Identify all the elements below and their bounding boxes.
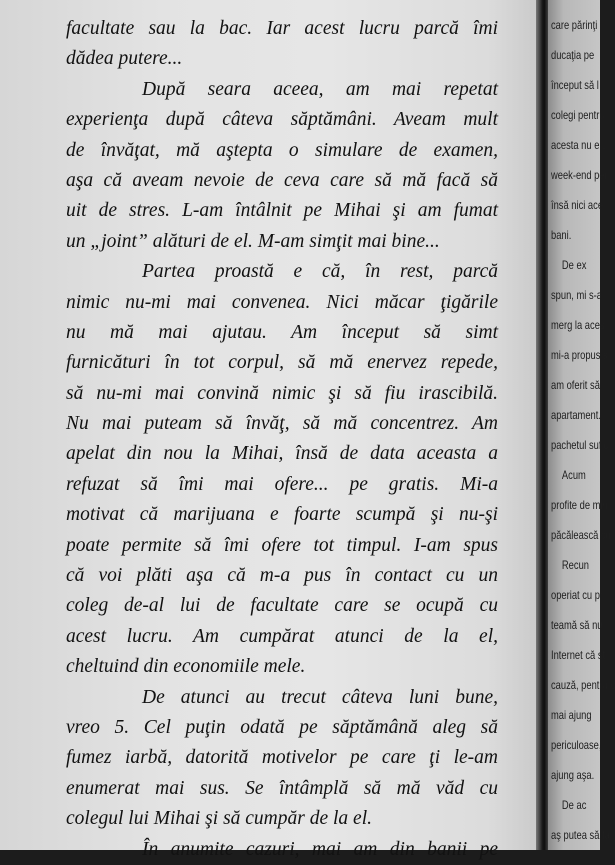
- text-line: să nu-mi mai convină nimic şi să fiu irascibilă.: [66, 382, 498, 404]
- text-line: De atunci au trecut câteva luni bune,: [142, 686, 498, 708]
- text-line: După seara aceea, am mai repetat: [142, 78, 498, 100]
- side-text-line: De ex: [561, 258, 587, 272]
- text-line: aşa că aveam nevoie de ceva care să mă facă să: [66, 169, 498, 191]
- side-page-text: [551, 10, 613, 850]
- side-text-line: am oferit să: [551, 378, 600, 392]
- side-text-line: teamă să nu: [551, 618, 603, 632]
- side-text-line: Recun: [561, 558, 589, 572]
- side-text-line: păcălească cu: [551, 528, 611, 542]
- text-line: experienţa după câteva săptămâni. Aveam mult: [66, 109, 498, 131]
- side-text-line: periculoase,: [551, 738, 602, 752]
- text-line: dădea putere...: [66, 48, 183, 70]
- text-line: nimic nu-mi mai convenea. Nici măcar ţigările: [66, 291, 498, 313]
- page-text: [66, 14, 498, 865]
- side-text-line: week-end per: [551, 168, 608, 182]
- text-line: În anumite cazuri, mai am din banii pe: [142, 838, 498, 860]
- text-line: că voi plăti aşa că m-a pus în contact cu un: [66, 565, 498, 587]
- text-line: Nu mai puteam să învăţ, să mă concentrez. Am: [66, 413, 498, 435]
- text-line: refuzat să îmi mai ofere... pe gratis. Mi-a: [66, 473, 498, 495]
- side-text-line: colegi pentru: [551, 108, 605, 122]
- side-text-line: acesta nu e u: [551, 138, 608, 152]
- text-line: fumez iarbă, datorită motivelor pe care ţi le-am: [66, 747, 498, 769]
- text-line: de învăţat, mă aştepta o simulare de examen,: [66, 139, 498, 161]
- text-line: facultate sau la bac. Iar acest lucru parcă îmi: [66, 18, 498, 39]
- side-text-line: Internet că st: [551, 648, 606, 662]
- side-text-line: mai ajung: [551, 708, 592, 722]
- side-text-line: care părinţi: [551, 18, 598, 32]
- side-text-line: operiat cu pr: [551, 588, 604, 602]
- text-line: poate permite să îmi ofere tot timpul. I-am spus: [66, 534, 498, 556]
- side-text-line: început să l: [551, 78, 599, 92]
- text-line: Partea proastă e că, în rest, parcă: [142, 261, 498, 283]
- side-text-line: De ac: [561, 798, 587, 812]
- side-text-line: apartament.: [551, 408, 601, 422]
- text-line: colegul lui Mihai şi să cumpăr de la el.: [66, 808, 373, 830]
- side-text-line: spun, mi s-a: [551, 288, 602, 302]
- text-line: uit de stres. L-am întâlnit pe Mihai şi am fumat: [66, 200, 498, 222]
- side-text-line: aş putea să fa: [551, 828, 610, 842]
- side-text-line: cauză, pentru c: [551, 678, 615, 692]
- text-line: apelat din nou la Mihai, însă de data aceasta a: [66, 443, 498, 465]
- book-page-right: [548, 0, 615, 850]
- text-line: motivat că marijuana e foarte scumpă şi nu-şi: [66, 504, 498, 526]
- text-line: nu mă mai ajutau. Am început să simt: [66, 321, 498, 343]
- side-text-line: ducaţia pe: [551, 48, 595, 62]
- side-text-line: mi-a propus s: [551, 348, 608, 362]
- text-line: furnicături în tot corpul, să mă enervez repede,: [66, 352, 498, 374]
- side-text-line: bani.: [551, 228, 572, 242]
- text-line: vreo 5. Cel puţin odată pe săptămână aleg să: [66, 716, 498, 738]
- side-text-line: ajung aşa.: [551, 768, 595, 782]
- text-line: coleg de-al lui de facultate care se ocupă cu: [66, 595, 498, 617]
- text-line: enumerat mai sus. Se întâmplă să mă văd cu: [66, 777, 498, 799]
- side-text-line: profite de min: [551, 498, 608, 512]
- text-line: un „joint” alături de el. M-am simţit mai bine...: [66, 230, 440, 252]
- text-line: cheltuind din economiile mele.: [66, 656, 306, 678]
- side-text-line: merg la aces: [551, 318, 605, 332]
- text-line: acest lucru. Am cumpărat atunci de la el,: [66, 625, 498, 647]
- side-text-line: Acum: [561, 468, 586, 482]
- side-text-line: însă nici ace: [551, 198, 604, 212]
- side-text-line: pachetul sufic: [551, 438, 609, 452]
